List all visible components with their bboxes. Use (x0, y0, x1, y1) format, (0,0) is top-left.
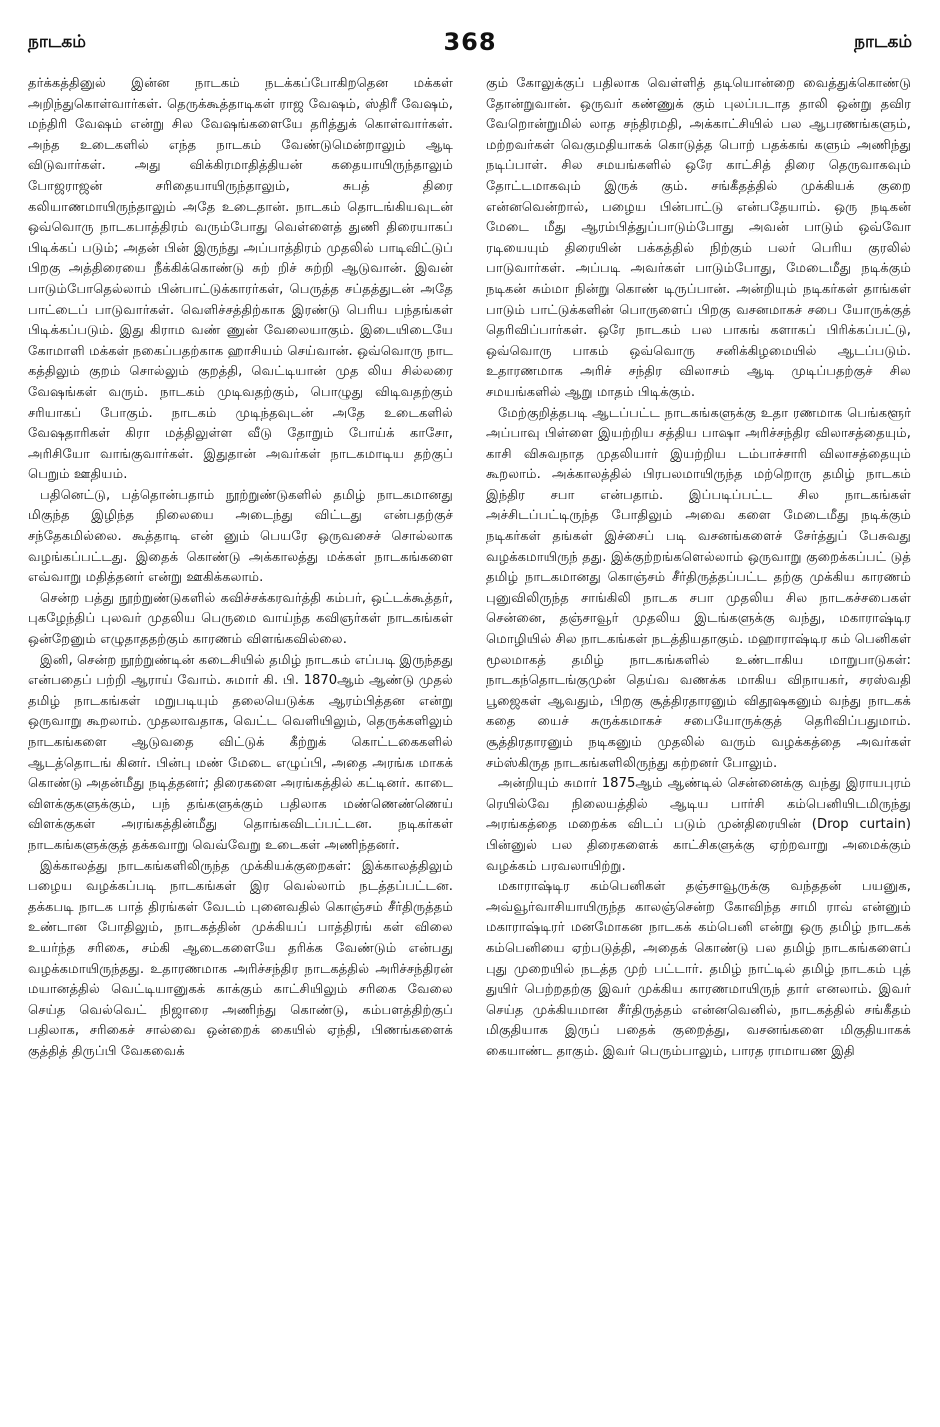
paragraph: இக்காலத்து நாடகங்களிலிருந்த முக்கியக்குறைகள்: இக்காலத்திலும் பழைய வழக்கப்படி நாடகங்கள் இர வெல்லாம் நடத்தப்பட்டன. தக்கபடி நாடக பாத் திரங்கள் வேடம் புனைவதில் கொஞ்சம் சீர்திருத்தம் உண்டான போதிலும், நாடகத்தின் முக்கியப் பாத்திரங் கள் விலை உயர்ந்த சரிகை, சம்கி ஆடைகளையே தரிக்க வேண்டும் என்பது வழக்கமாயிருந்தது. உதாரணமாக அரிச்சந்திர நாடகத்தில் அரிச்சந்திரன் மயானத்தில் வெட்டியானுகக் காக்கும் காட்சியிலும் சரிகை வேலை செய்த வெல்வெட் நிஜாரை அணிந்து கொண்டு, கம்பளத்திற்குப் பதிலாக, சரிகைச் சால்வை ஒன்றைக் கையில் ஏந்தி, பிணங்களைக் குத்தித் திருப்பி வேகவைக் (28, 858, 453, 1059)
running-head-right: நாடகம் (854, 32, 912, 52)
paragraph: அன்றியும் சுமார் 1875ஆம் ஆண்டில் சென்னைக்கு வந்து இராயபுரம் ரெயில்வே நிலையத்தில் ஆடிய பார்சி கம்பெனியிடமிருந்து அரங்கத்தை மறைக்க விடப் படும் முன்திரையின் (Drop curtain) பின்னுல் பல திரைகளைக் காட்சிகளுக்கு ஏற்றவாறு அமைக்கும் வழக்கம் பரவலாயிற்று. (486, 776, 911, 874)
page-number: 368 (443, 28, 497, 56)
paragraph: சென்ற பத்து நூற்றுண்டுகளில் கவிச்சக்கரவர்த்தி கம்பர், ஒட்டக்கூத்தர், புகழேந்திப் புலவர் முதலிய பெருமை வாய்ந்த கவிஞர்கள் நாடகங்கள் ஒன்றேனும் எழுதாததற்கும் காரணம் விளங்கவில்லை. (28, 590, 453, 648)
right-column (486, 74, 911, 1414)
paragraph: மேற்குறித்தபடி ஆடப்பட்ட நாடகங்களுக்கு உதா ரணமாக பெங்களூர் அப்பாவு பிள்ளை இயற்றிய சத்திய பாஷா அரிச்சந்திர விலாசத்தையும், காசி விசுவநாத முதலியார் இயற்றிய டம்பாச்சாரி விலாசத்தையும் கூறலாம். அக்காலத்தில் பிரபலமாயிருந்த மற்றொரு தமிழ் நாடகம் இந்திர சபா என்பதாம். இப்படிப்பட்ட சில நாடகங்கள் அச்சிடப்பட்டிருந்த போதிலும் அவை களை மேடைமீது நடிக்கும் நடிகர்கள் தங்கள் இச்சைப் படி வசனங்களைச் சேர்த்துப் பேசுவது வழக்கமாயிருந் தது. இக்குற்றங்களெல்லாம் ஒருவாறு குறைக்கப்பட் டுத் தமிழ் நாடகமானது கொஞ்சம் சீர்திருத்தப்பட்ட தற்கு முக்கிய காரணம் புனுவிலிருந்த சாங்கிலி நாடக சபா முதலிய சில நாடகச்சபைகள் சென்னை, தஞ்சாவூர் முதலிய இடங்களுக்கு வந்து, மகாராஷ்டிர மொழியில் சில நாடகங்கள் நடத்தியதாகும். மஹாராஷ்டிர கம் பெனிகள் மூலமாகத் தமிழ் நாடகங்களில் உண்டாகிய மாறுபாடுகள்: நாடகந்தொடங்குமுன் தெய்வ வணக்க மாகிய விநாயகர், சரஸ்வதி பூஜைகள் ஆவதும், பிறகு சூத்திரதாரனும் விதூஷகனும் வந்து நாடகக் கதை யைச் சுருக்கமாகச் சபையோருக்குத் தெரிவிப்பதுமாம். சூத்திரதாரனும் நடிகனும் முதலில் வரும் வழக்கத்தை அவர்கள் சம்ஸ்கிருத நாடகங்களிலிருந்து கற்றனர் போலும். (486, 405, 911, 771)
paragraph: இனி, சென்ற நூற்றுண்டின் கடைசியில் தமிழ் நாடகம் எப்படி இருந்தது என்பதைப் பற்றி ஆராய் வோம். சுமார் கி. பி. 1870ஆம் ஆண்டு முதல் தமிழ் நாடகங்கள் மறுபடியும் தலையெடுக்க ஆரம்பித்தன என்று ஒருவாறு கூறலாம். முதலாவதாக, வெட்ட வெளியிலும், தெருக்களிலும் நாடகங்களை ஆடுவதை விட்டுக் கீற்றுக் கொட்டகைகளில் ஆடத்தொடங் கினர். பின்பு மண் மேடை எழுப்பி, அதை அரங்க மாகக் கொண்டு அதன்மீது நடித்தனர்; திரைகளை அரங்கத்தில் கட்டினர். காடை விளக்குகளுக்கும், பந் தங்களுக்கும் பதிலாக மண்ணெண்ணெய் விளக்குகள் அரங்கத்தின்மீது தொங்கவிடப்பட்டன. நடிகர்கள் நாடகங்களுக்குத் தக்கவாறு வெவ்வேறு உடைகள் அணிந்தனர். (28, 652, 453, 853)
paragraph: மகாராஷ்டிர கம்பெனிகள் தஞ்சாவூருக்கு வந்ததன் பயனுக, அவ்வூர்வாசியாயிருந்த காலஞ்சென்ற கோவிந்த சாமி ராவ் என்னும் மகாராஷ்டிரர் மனமோகன நாடகக் கம்பெனி என்று ஒரு தமிழ் நாடகக் கம்பெனியை ஏற்படுத்தி, அதைக் கொண்டு பல தமிழ் நாடகங்களைப் புது முறையில் நடத்த முற் பட்டார். தமிழ் நாட்டில் தமிழ் நாடகம் புத் துயிர் பெற்றதற்கு இவர் முக்கிய காரணமாயிருந் தார் எனலாம். இவர் செய்த முக்கியமான சீர்திருத்தம் என்னவெனில், நாடகத்தில் சங்கீதம் மிகுதியாக இருப் பதைக் குறைத்து, வசனங்களை மிகுதியாகக் கையாண்ட தாகும். இவர் பெரும்பாலும், பாரத ராமாயண இதி (486, 879, 911, 1059)
paragraph: கும் கோலுக்குப் பதிலாக வெள்ளித் தடியொன்றை வைத்துக்கொண்டு தோன்றுவான். ஒருவர் கண்ணுக் கும் புலப்படாத தாலி ஒன்று தவிர வேறொன்றுமில் லாத சந்திரமதி, அக்காட்சியில் பல ஆபரணங்களும், மற்றவர்கள் வெகுமதியாகக் கொடுத்த பொற் பதக்கங் களும் அணிந்து நடிப்பாள். சில சமயங்களில் ஒரே காட்சித் திரை தெருவாகவும் தோட்டமாகவும் இருக் கும். சங்கீதத்தில் முக்கியக் குறை என்னவென்றால், பழைய பின்பாட்டு என்பதேயாம். ஒரு நடிகன் மேடை மீது ஆரம்பித்துப்பாடும்போது அவன் பாடும் ஒவ்வோ ரடியையும் திரையின் பக்கத்தில் நிற்கும் பலர் பெரிய குரலில் பாடுவார்கள். அப்படி அவர்கள் பாடும்போது, மேடைமீது நடிக்கும் நடிகன் சும்மா நின்று கொண் டிருப்பான். அன்றியும் நடிகர்கள் தாங்கள் பாடும் பாட்டுக்களின் பொருளைப் பிறகு வசனமாகச் சபை யோருக்குத் தெரிவிப்பார்கள். ஒரே நாடகம் பல பாகங் களாகப் பிரிக்கப்பட்டு, ஒவ்வொரு பாகம் ஒவ்வொரு சனிக்கிழமையில் ஆடப்படும். உதாரணமாக அரிச் சந்திர விலாசம் ஆடி முடிப்பதற்குச் சில சமயங்களில் ஆறு மாதம் பிடிக்கும். (486, 76, 911, 400)
left-column (28, 74, 453, 1414)
paragraph: பதினெட்டு, பத்தொன்பதாம் நூற்றுண்டுகளில் தமிழ் நாடகமானது மிகுந்த இழிந்த நிலையை அடைந்து விட்டது என்பதற்குச் சந்தேகமில்லை. கூத்தாடி என் னும் பெயரே ஒருவசைச் சொல்லாக வழங்கப்பட்டது. இதைக் கொண்டு அக்காலத்து மக்கள் நாடகங்களை எவ்வாறு மதித்தனர் என்று ஊகிக்கலாம். (28, 487, 453, 586)
running-head-left: நாடகம் (28, 32, 86, 52)
paragraph: தர்க்கத்தினுல் இன்ன நாடகம் நடக்கப்போகிறதென மக்கள் அறிந்துகொள்வார்கள். தெருக்கூத்தாடிகள் ராஜ வேஷம், ஸ்திரீ வேஷம், மந்திரி வேஷம் என்று சில வேஷங்களையே தரித்துக் கொள்வார்கள். அந்த உடைகளில் எந்த நாடகம் வேண்டுமென்றாலும் ஆடி விடுவார்கள். அது விக்கிரமாதித்தியன் கதையாயிருந்தாலும் போஜராஜன் சரிதையாயிருந்தாலும், சுபத் திரை கலியாணமாயிருந்தாலும் அதே உடைதான். நாடகம் தொடங்கியவுடன் ஒவ்வொரு நாடகபாத்திரம் வரும்போது வெள்ளைத் துணி திரையாகப் பிடிக்கப் படும்; அதன் பின் இருந்து அப்பாத்திரம் முதலில் பாடிவிட்டுப் பிறகு அத்திரையை நீக்கிக்கொண்டு சுற் றிச் சுற்றி ஆடுவான். இவன் பாடும்போதெல்லாம் பின்பாட்டுக்காரர்கள், பெருத்த சப்தத்துடன் அதே பாட்டைப் பாடுவார்கள். வெளிச்சத்திற்காக இரண்டு பெரிய பந்தங்கள் பிடிக்கப்படும். இது கிராம வண் ணுன் வேலையாகும். இடையிடையே கோமாளி மக்கள் நகைப்பதற்காக ஹாசியம் செய்வான். ஒவ்வொரு நாட கத்திலும் குறம் சொல்லும் குறத்தி, வெட்டியான் முத லிய சில்லரை வேஷங்கள் வரும். நாடகம் முடிவதற்கும், பொழுது விடிவதற்கும் சரியாகப் போகும். நாடகம் முடிந்தவுடன் அதே உடைகளில் வேஷதாரிகள் கிரா மத்திலுள்ள வீடு தோறும் போய்க் காசோ, அரிசியோ வாங்குவார்கள். இதுதான் அவர்கள் நாடகமாடிய தற்குப் பெறும் ஊதியம். (28, 76, 453, 483)
page-header (28, 28, 912, 62)
